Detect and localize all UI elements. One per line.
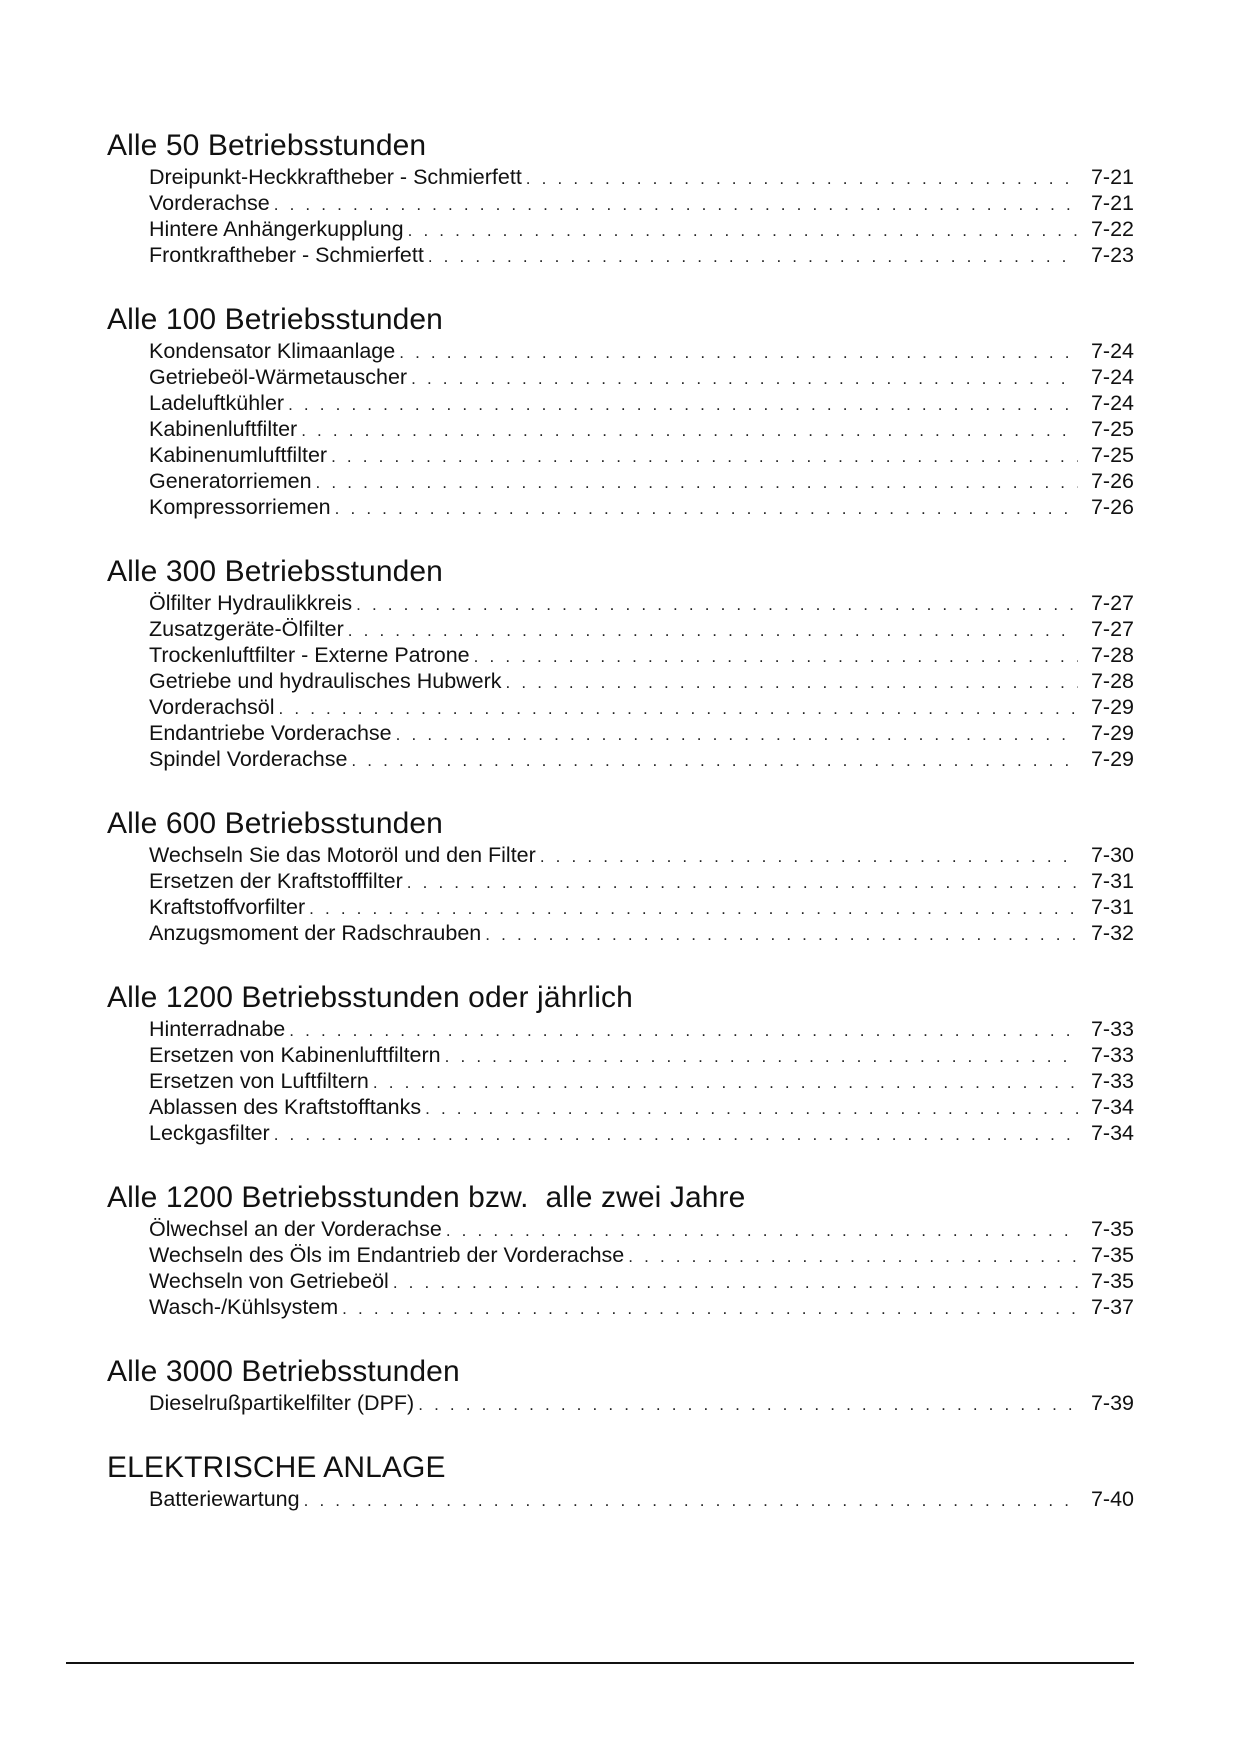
entry-label: Anzugsmoment der Radschrauben — [149, 921, 482, 945]
dot-leader — [304, 1488, 1078, 1512]
section-title: Alle 3000 Betriebsstunden — [107, 1355, 460, 1388]
toc-entry[interactable] — [149, 338, 1134, 364]
entry-label: Vorderachsöl — [149, 695, 275, 719]
entry-page: 7-24 — [1090, 391, 1134, 415]
toc-entry[interactable] — [149, 1094, 1134, 1120]
toc-entry[interactable] — [149, 416, 1134, 442]
entry-page: 7-26 — [1090, 495, 1134, 519]
toc-entry[interactable] — [149, 1216, 1134, 1242]
toc-section-100h — [107, 302, 1134, 520]
entry-page: 7-27 — [1090, 617, 1134, 641]
section-title: Alle 300 Betriebsstunden — [107, 555, 443, 588]
entry-page: 7-23 — [1090, 243, 1134, 267]
entry-label: Getriebe und hydraulisches Hubwerk — [149, 669, 502, 693]
section-title: Alle 1200 Betriebsstunden oder jährlich — [107, 981, 633, 1014]
toc-entry[interactable] — [149, 590, 1134, 616]
toc-entry[interactable] — [149, 1242, 1134, 1268]
toc-entry[interactable] — [149, 190, 1134, 216]
section-title: Alle 600 Betriebsstunden — [107, 807, 443, 840]
dot-leader — [628, 1244, 1078, 1268]
toc-entry[interactable] — [149, 1120, 1134, 1146]
dot-leader — [373, 1070, 1078, 1094]
dot-leader — [428, 244, 1078, 268]
entry-page: 7-29 — [1090, 721, 1134, 745]
dot-leader — [356, 592, 1078, 616]
entry-label: Trockenluftfilter - Externe Patrone — [149, 643, 470, 667]
entry-page: 7-33 — [1090, 1069, 1134, 1093]
section-entries — [107, 1390, 1134, 1416]
dot-leader — [288, 392, 1078, 416]
section-entries — [107, 1016, 1134, 1146]
dot-leader — [485, 922, 1078, 946]
toc-entry[interactable] — [149, 1486, 1134, 1512]
dot-leader — [393, 1270, 1078, 1294]
toc-entry[interactable] — [149, 468, 1134, 494]
entry-page: 7-30 — [1090, 843, 1134, 867]
entry-label: Kabinenluftfilter — [149, 417, 298, 441]
section-entries — [107, 1486, 1134, 1512]
entry-label: Ersetzen von Kabinenluftfiltern — [149, 1043, 441, 1067]
bottom-divider — [66, 1662, 1134, 1664]
entry-label: Spindel Vorderachse — [149, 747, 348, 771]
dot-leader — [526, 166, 1078, 190]
entry-label: Wasch-/Kühlsystem — [149, 1295, 339, 1319]
entry-label: Kondensator Klimaanlage — [149, 339, 396, 363]
toc-entry[interactable] — [149, 216, 1134, 242]
dot-leader — [342, 1296, 1078, 1320]
entry-label: Zusatzgeräte-Ölfilter — [149, 617, 344, 641]
entry-page: 7-28 — [1090, 669, 1134, 693]
entry-page: 7-40 — [1090, 1487, 1134, 1511]
dot-leader — [474, 644, 1078, 668]
entry-label: Hintere Anhängerkupplung — [149, 217, 404, 241]
toc-entry[interactable] — [149, 868, 1134, 894]
dot-leader — [425, 1096, 1078, 1120]
entry-label: Kabinenumluftfilter — [149, 443, 328, 467]
dot-leader — [418, 1392, 1078, 1416]
dot-leader — [351, 748, 1078, 772]
section-entries — [107, 1216, 1134, 1320]
toc-entry[interactable] — [149, 1042, 1134, 1068]
entry-page: 7-21 — [1090, 165, 1134, 189]
toc-entry[interactable] — [149, 442, 1134, 468]
entry-label: Ersetzen der Kraftstofffilter — [149, 869, 403, 893]
entry-page: 7-31 — [1090, 869, 1134, 893]
section-title: ELEKTRISCHE ANLAGE — [107, 1451, 446, 1484]
entry-label: Generatorriemen — [149, 469, 312, 493]
entry-page: 7-21 — [1090, 191, 1134, 215]
section-title: Alle 100 Betriebsstunden — [107, 303, 443, 336]
dot-leader — [445, 1044, 1078, 1068]
entry-label: Ablassen des Kraftstofftanks — [149, 1095, 422, 1119]
toc-section-electrical — [107, 1450, 1134, 1512]
section-entries — [107, 338, 1134, 520]
toc-entry[interactable] — [149, 616, 1134, 642]
toc-section-50h — [107, 128, 1134, 268]
entry-label: Getriebeöl-Wärmetauscher — [149, 365, 408, 389]
section-title: Alle 1200 Betriebsstunden bzw. alle zwei Jahre — [107, 1181, 746, 1214]
entry-label: Frontkraftheber - Schmierfett — [149, 243, 424, 267]
entry-label: Dieselrußpartikelfilter (DPF) — [149, 1391, 415, 1415]
dot-leader — [335, 496, 1078, 520]
entry-label: Hinterradnabe — [149, 1017, 286, 1041]
entry-page: 7-39 — [1090, 1391, 1134, 1415]
toc-entry[interactable] — [149, 894, 1134, 920]
dot-leader — [446, 1218, 1078, 1242]
entry-label: Endantriebe Vorderachse — [149, 721, 392, 745]
entry-page: 7-33 — [1090, 1017, 1134, 1041]
dot-leader — [289, 1018, 1078, 1042]
entry-page: 7-32 — [1090, 921, 1134, 945]
entry-page: 7-33 — [1090, 1043, 1134, 1067]
entry-page: 7-22 — [1090, 217, 1134, 241]
entry-label: Dreipunkt-Heckkraftheber - Schmierfett — [149, 165, 522, 189]
toc-section-300h — [107, 554, 1134, 772]
section-title: Alle 50 Betriebsstunden — [107, 129, 427, 162]
toc-section-600h — [107, 806, 1134, 946]
entry-page: 7-25 — [1090, 443, 1134, 467]
toc-entry[interactable] — [149, 164, 1134, 190]
entry-page: 7-24 — [1090, 365, 1134, 389]
entry-page: 7-35 — [1090, 1243, 1134, 1267]
entry-page: 7-26 — [1090, 469, 1134, 493]
toc-entry[interactable] — [149, 1390, 1134, 1416]
toc-entry[interactable] — [149, 364, 1134, 390]
toc-entry[interactable] — [149, 720, 1134, 746]
entry-label: Ölwechsel an der Vorderachse — [149, 1217, 442, 1241]
entry-label: Wechseln Sie das Motoröl und den Filter — [149, 843, 536, 867]
dot-leader — [407, 870, 1078, 894]
dot-leader — [309, 896, 1078, 920]
entry-page: 7-31 — [1090, 895, 1134, 919]
toc-entry[interactable] — [149, 390, 1134, 416]
toc-entry[interactable] — [149, 694, 1134, 720]
entry-label: Vorderachse — [149, 191, 270, 215]
toc-entry[interactable] — [149, 842, 1134, 868]
dot-leader — [408, 218, 1078, 242]
entry-page: 7-35 — [1090, 1269, 1134, 1293]
toc-entry[interactable] — [149, 668, 1134, 694]
entry-label: Kompressorriemen — [149, 495, 331, 519]
dot-leader — [506, 670, 1078, 694]
entry-label: Batteriewartung — [149, 1487, 300, 1511]
dot-leader — [274, 1122, 1078, 1146]
entry-label: Leckgasfilter — [149, 1121, 270, 1145]
entry-page: 7-29 — [1090, 747, 1134, 771]
entry-page: 7-37 — [1090, 1295, 1134, 1319]
toc-entry[interactable] — [149, 1294, 1134, 1320]
toc-section-3000h — [107, 1354, 1134, 1416]
section-entries — [107, 164, 1134, 268]
entry-page: 7-24 — [1090, 339, 1134, 363]
toc-entry[interactable] — [149, 1268, 1134, 1294]
entry-page: 7-27 — [1090, 591, 1134, 615]
dot-leader — [301, 418, 1078, 442]
toc-section-1200h-yearly — [107, 980, 1134, 1146]
entry-page: 7-34 — [1090, 1121, 1134, 1145]
dot-leader — [411, 366, 1078, 390]
dot-leader — [331, 444, 1078, 468]
section-entries — [107, 842, 1134, 946]
toc-entry[interactable] — [149, 1068, 1134, 1094]
entry-label: Ölfilter Hydraulikkreis — [149, 591, 353, 615]
toc-entry[interactable] — [149, 920, 1134, 946]
dot-leader — [348, 618, 1078, 642]
entry-page: 7-29 — [1090, 695, 1134, 719]
section-entries — [107, 590, 1134, 772]
dot-leader — [274, 192, 1078, 216]
toc-entry[interactable] — [149, 242, 1134, 268]
entry-label: Kraftstoffvorfilter — [149, 895, 306, 919]
entry-label: Wechseln von Getriebeöl — [149, 1269, 389, 1293]
dot-leader — [399, 340, 1078, 364]
entry-page: 7-35 — [1090, 1217, 1134, 1241]
dot-leader — [396, 722, 1078, 746]
entry-label: Ersetzen von Luftfiltern — [149, 1069, 369, 1093]
entry-label: Ladeluftkühler — [149, 391, 285, 415]
dot-leader — [279, 696, 1079, 720]
entry-page: 7-28 — [1090, 643, 1134, 667]
toc-entry[interactable] — [149, 746, 1134, 772]
toc-section-1200h-two-years — [107, 1180, 1134, 1320]
dot-leader — [540, 844, 1078, 868]
toc-entry[interactable] — [149, 1016, 1134, 1042]
table-of-contents — [107, 128, 1134, 1512]
dot-leader — [316, 470, 1078, 494]
toc-entry[interactable] — [149, 494, 1134, 520]
entry-page: 7-34 — [1090, 1095, 1134, 1119]
entry-label: Wechseln des Öls im Endantrieb der Vorderachse — [149, 1243, 625, 1267]
toc-entry[interactable] — [149, 642, 1134, 668]
entry-page: 7-25 — [1090, 417, 1134, 441]
